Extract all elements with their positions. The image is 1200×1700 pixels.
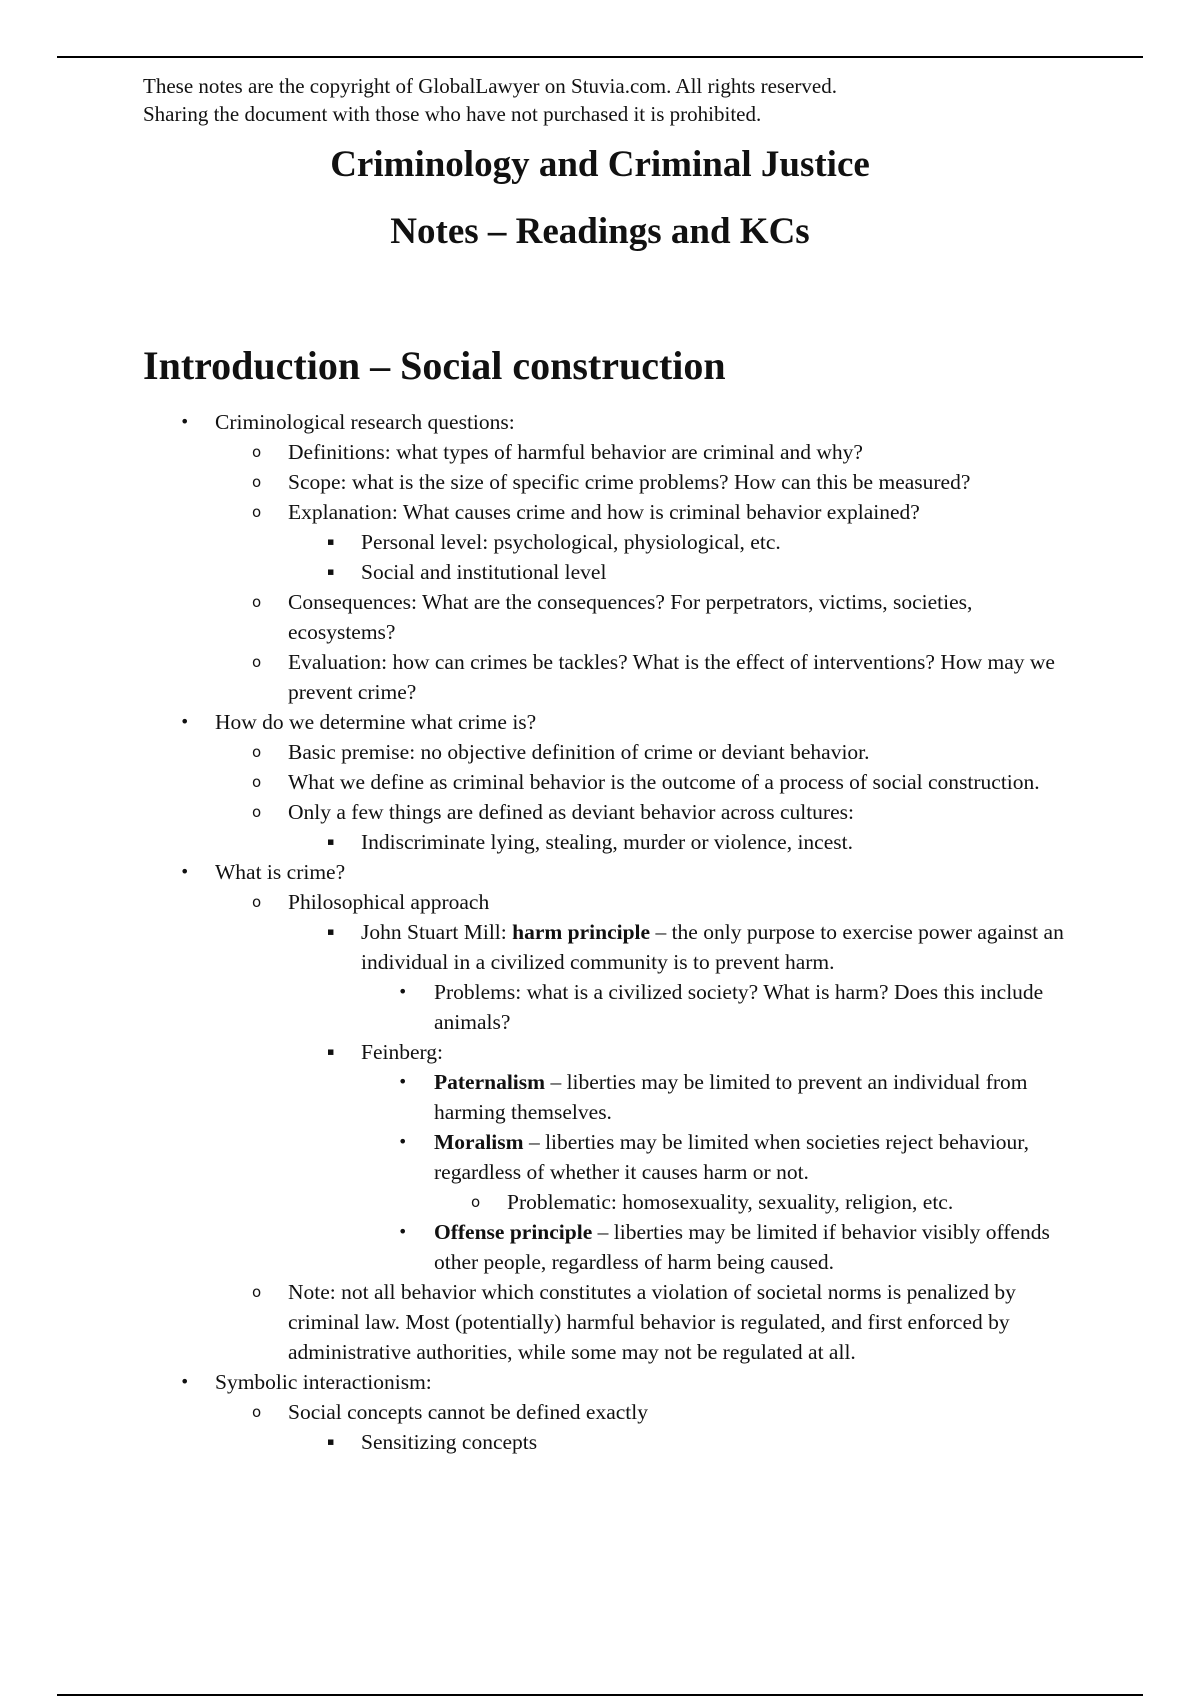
offense-principle-term: Offense principle [434,1220,593,1244]
copyright-line-1: These notes are the copyright of GlobalLawyer on Stuvia.com. All rights reserved. [143,74,837,98]
list-item [143,1187,1083,1217]
list-item-text: Problems: what is a civilized society? What is harm? Does this include animals? [434,980,1044,1034]
list-item [143,647,1083,707]
list-item-text: Philosophical approach [288,890,490,914]
square-bullet-icon: ▪ [327,1435,335,1448]
bullet-icon: • [180,412,190,431]
paternalism-definition: – liberties may be limited to prevent an individual from harming themselves. [434,1070,1028,1124]
list-item [143,917,1083,977]
list-item [143,407,1083,437]
square-bullet-icon: ▪ [327,835,335,848]
offense-principle-definition: – liberties may be limited if behavior visibly offends other people, regardless of harm being caused. [434,1220,1050,1274]
list-item [143,1277,1083,1367]
list-item [143,437,1083,467]
list-item [143,1397,1083,1427]
list-item [143,1217,1083,1277]
list-item-text [434,1130,1029,1184]
circle-bullet-icon: o [252,653,262,671]
list-item-text: Consequences: What are the consequences? For perpetrators, victims, societies, ecosystems? [288,590,973,644]
moralism-definition: – liberties may be limited when societies reject behaviour, regardless of whether it causes harm or not. [434,1130,1029,1184]
list-item [143,467,1083,497]
list-item [143,587,1083,647]
list-item [143,557,1083,587]
list-item [143,797,1083,827]
list-item-text [434,1220,1050,1274]
bottom-rule [57,1694,1143,1696]
notes-list [143,407,1083,1457]
list-item-text: Note: not all behavior which constitutes a violation of societal norms is penalized by criminal law. Most (potentially) harmful behavior is regulated, and first enforced by administrative authorities, while some may not be regulated at all. [288,1280,1016,1364]
circle-bullet-icon: o [252,503,262,521]
circle-bullet-icon: o [252,1403,262,1421]
list-item-text: What we define as criminal behavior is the outcome of a process of social construction. [288,770,1040,794]
list-item [143,977,1083,1037]
list-item [143,887,1083,917]
bullet-icon: • [398,1132,408,1151]
list-item-text: Evaluation: how can crimes be tackles? What is the effect of interventions? How may we prevent crime? [288,650,1055,704]
list-item-text: Criminological research questions: [215,410,515,434]
copyright-notice [143,72,837,128]
square-bullet-icon: ▪ [327,925,335,938]
circle-bullet-icon: o [252,743,262,761]
mill-definition: – the only purpose to exercise power against an individual in a civilized community is to prevent harm. [361,920,1064,974]
list-item [143,497,1083,527]
list-item-text: Indiscriminate lying, stealing, murder or violence, incest. [361,830,853,854]
square-bullet-icon: ▪ [327,535,335,548]
square-bullet-icon: ▪ [327,565,335,578]
list-item-text: Scope: what is the size of specific crime problems? How can this be measured? [288,470,971,494]
bullet-icon: • [180,712,190,731]
copyright-line-2: Sharing the document with those who have not purchased it is prohibited. [143,102,762,126]
list-item-text: Problematic: homosexuality, sexuality, religion, etc. [507,1190,954,1214]
list-item-text: How do we determine what crime is? [215,710,537,734]
document-subtitle: Notes – Readings and KCs [390,211,810,252]
list-item [143,527,1083,557]
circle-bullet-icon: o [252,1283,262,1301]
list-item-text: Symbolic interactionism: [215,1370,432,1394]
list-item-text: Definitions: what types of harmful behavior are criminal and why? [288,440,863,464]
mill-prefix: John Stuart Mill: [361,920,513,944]
list-item-text: Sensitizing concepts [361,1430,538,1454]
list-item [143,1037,1083,1067]
paternalism-term: Paternalism [434,1070,546,1094]
circle-bullet-icon: o [252,893,262,911]
list-item [143,1067,1083,1127]
bullet-icon: • [398,982,408,1001]
bullet-icon: • [398,1222,408,1241]
list-item [143,737,1083,767]
list-item [143,827,1083,857]
moralism-term: Moralism [434,1130,524,1154]
bullet-icon: • [398,1072,408,1091]
list-item-text: Basic premise: no objective definition of crime or deviant behavior. [288,740,870,764]
circle-bullet-icon: o [252,773,262,791]
bullet-icon: • [180,862,190,881]
list-item-text [361,920,1064,974]
list-item [143,1367,1083,1397]
list-item-text [434,1070,1028,1124]
list-item-text: Social and institutional level [361,560,607,584]
list-item-text: Social concepts cannot be defined exactly [288,1400,648,1424]
document-title: Criminology and Criminal Justice [330,144,870,185]
circle-bullet-icon: o [252,803,262,821]
list-item [143,707,1083,737]
list-item-text: Only a few things are defined as deviant behavior across cultures: [288,800,854,824]
list-item-text: Feinberg: [361,1040,444,1064]
circle-bullet-icon: o [252,443,262,461]
list-item [143,1127,1083,1187]
circle-bullet-icon: o [471,1193,481,1211]
section-heading: Introduction – Social construction [143,343,726,388]
list-item [143,857,1083,887]
bullet-icon: • [180,1372,190,1391]
square-bullet-icon: ▪ [327,1045,335,1058]
circle-bullet-icon: o [252,473,262,491]
list-item [143,767,1083,797]
list-item-text: Explanation: What causes crime and how is criminal behavior explained? [288,500,920,524]
list-item [143,1427,1083,1457]
harm-principle-term: harm principle [512,920,651,944]
list-item-text: What is crime? [215,860,346,884]
top-rule [57,56,1143,58]
circle-bullet-icon: o [252,593,262,611]
list-item-text: Personal level: psychological, physiological, etc. [361,530,781,554]
